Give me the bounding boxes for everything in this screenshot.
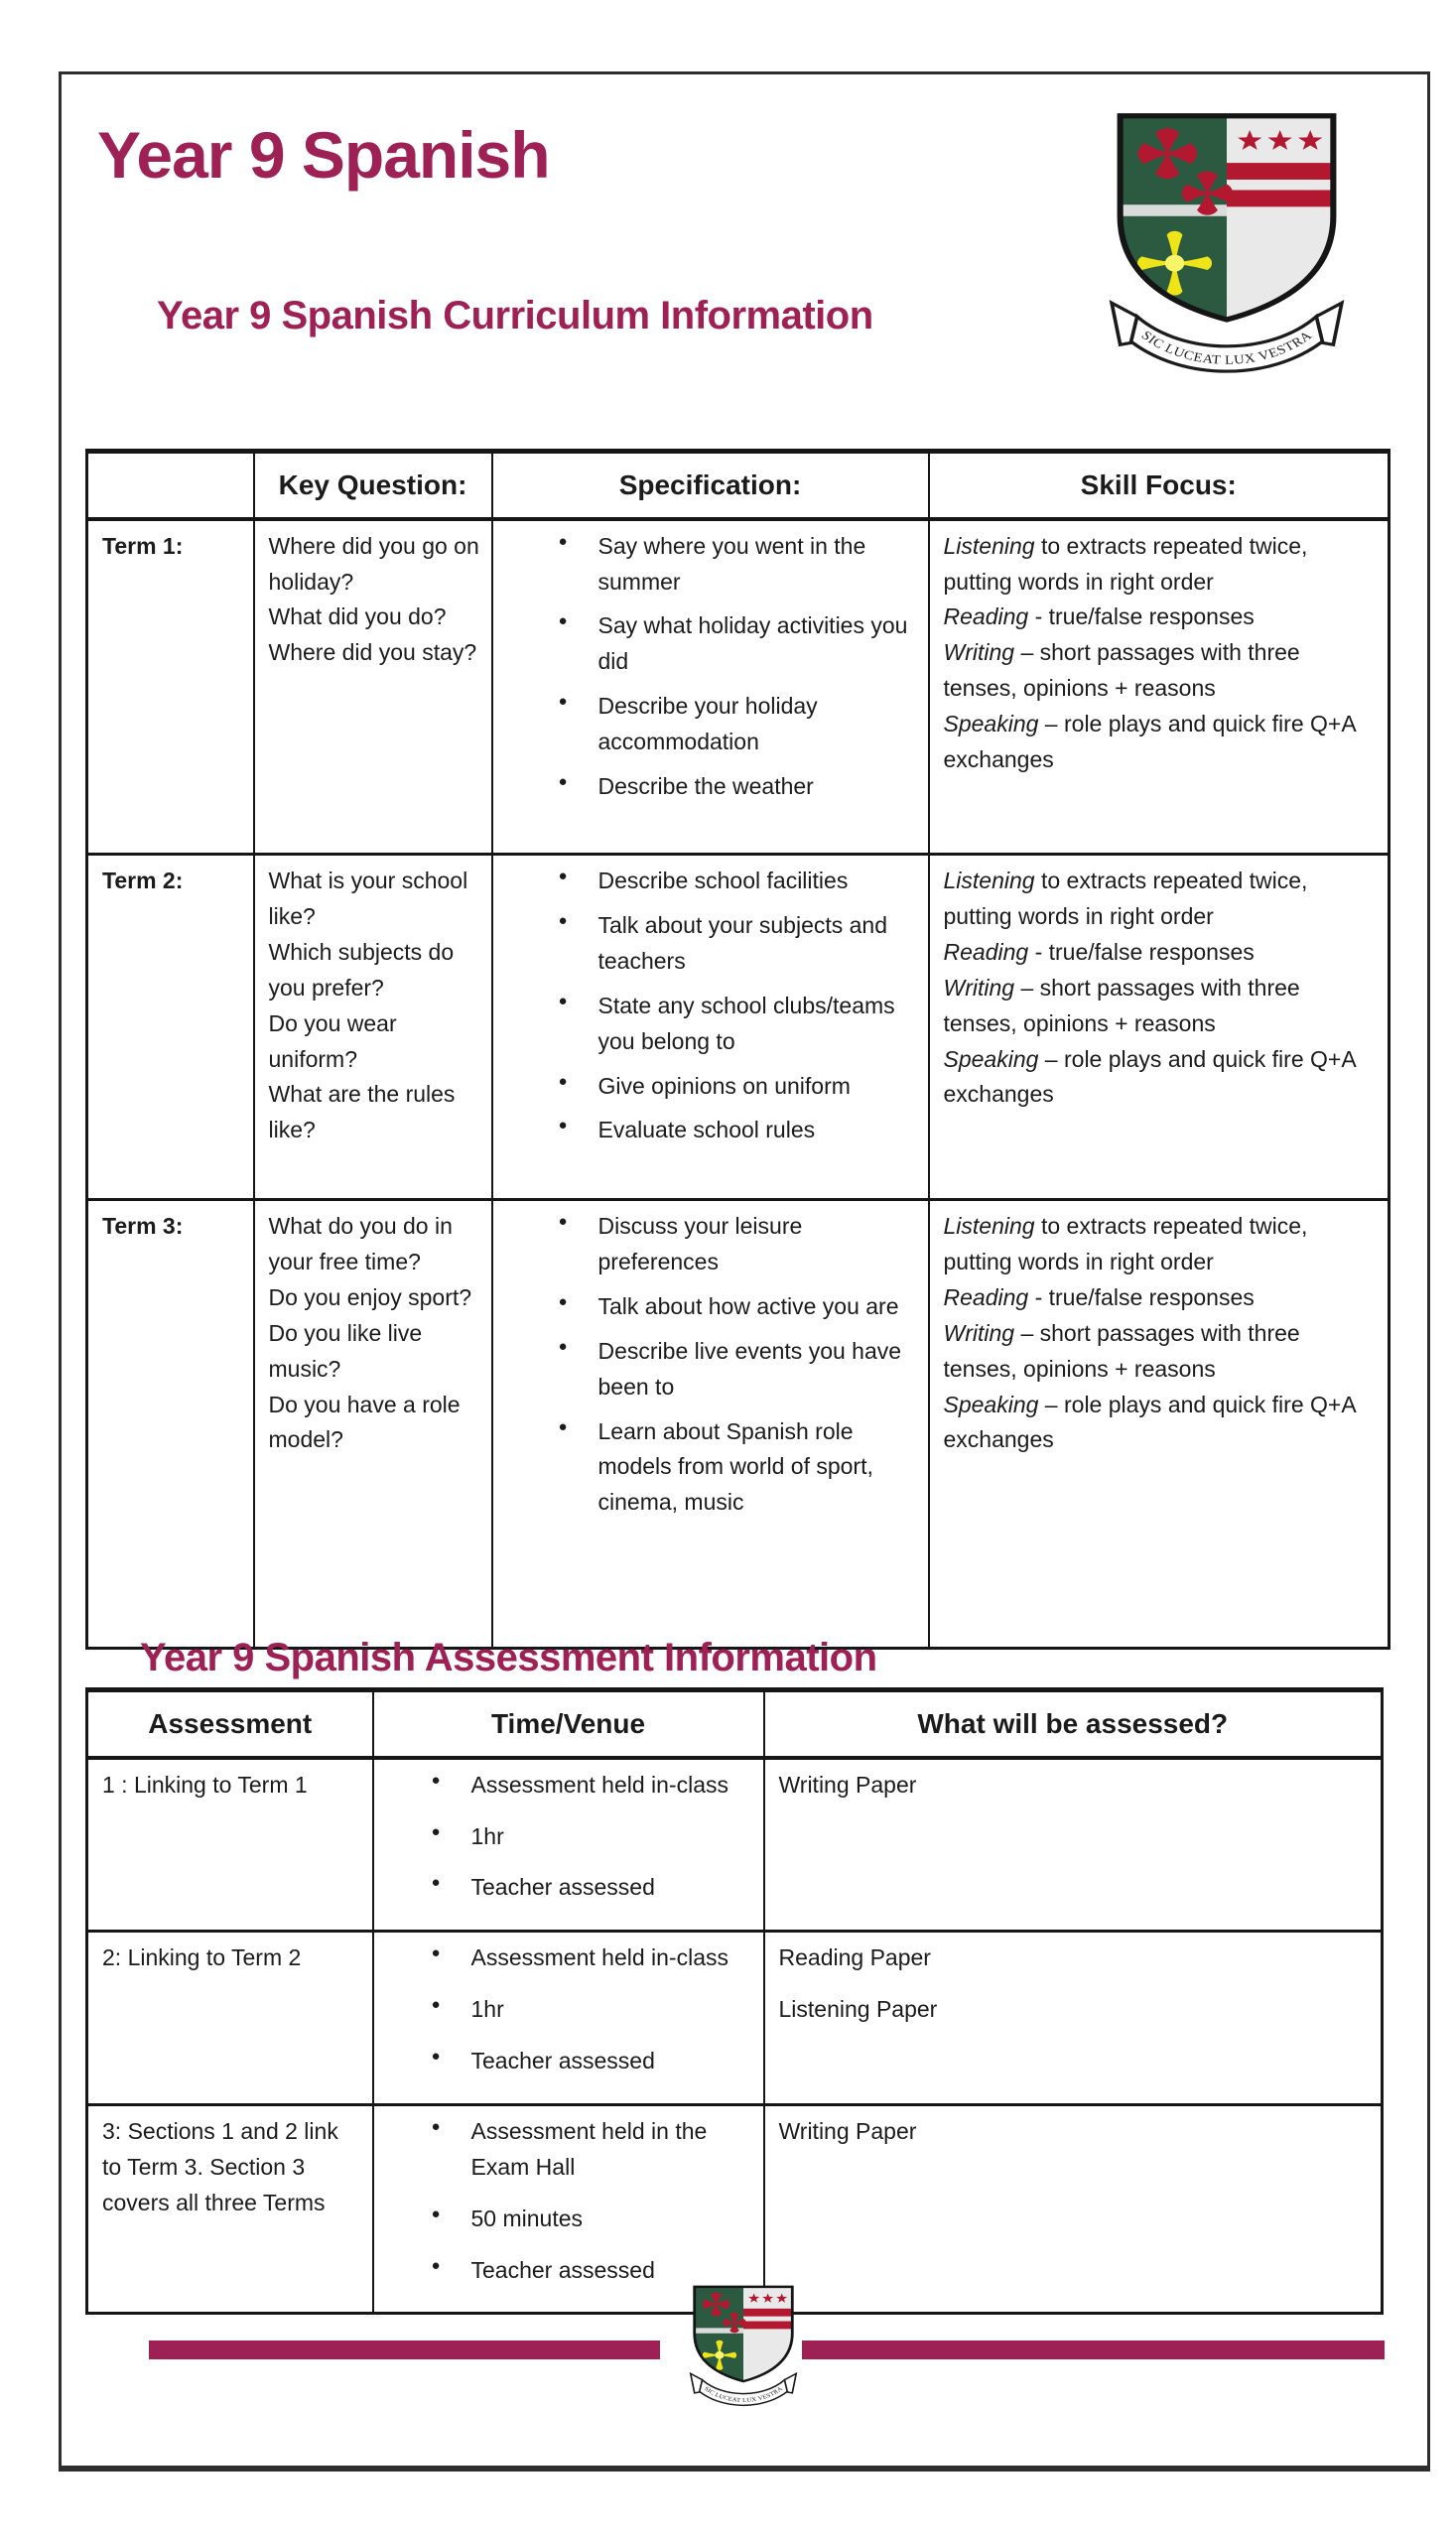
skill-focus-cell (929, 1200, 1390, 1649)
footer-accent-bar-right (802, 2340, 1385, 2359)
spec-item: ● Talk about how active you are (559, 1289, 918, 1325)
spec-item: ● Talk about your subjects and teachers (559, 908, 918, 980)
key-question: What did you do? (268, 603, 447, 630)
spec-item: ● Evaluate school rules (559, 1113, 918, 1148)
spec-item: ● Describe live events you have been to (559, 1334, 918, 1405)
assessed-paper: Listening Paper (778, 1996, 938, 2023)
skill-line: Speaking – role plays and quick fire Q+A exchanges (943, 711, 1356, 772)
spec-item: ● Describe your holiday accommodation (559, 689, 918, 760)
time-venue-item: ● Assessment held in-class (432, 1940, 753, 1976)
curriculum-header-row (87, 452, 1390, 519)
assessment-header-assessment: Assessment (87, 1690, 373, 1758)
footer-accent-bar-left (149, 2340, 660, 2359)
curriculum-table (85, 449, 1390, 1650)
specification-list (507, 529, 918, 805)
skill-focus-cell (929, 855, 1390, 1200)
spec-item: ● Describe the weather (559, 769, 918, 805)
specification-list (507, 1209, 918, 1521)
key-question: Where did you go on holiday? (268, 532, 479, 595)
skill-line: Reading - true/false responses (943, 1283, 1255, 1310)
skill-focus-cell (929, 519, 1390, 855)
curriculum-header-blank (87, 452, 254, 519)
specification-cell (492, 855, 929, 1200)
term-label: Term 1: (87, 519, 254, 855)
key-question-cell (254, 855, 492, 1200)
curriculum-header-key-question: Key Question: (254, 452, 492, 519)
spec-item: ● Say where you went in the summer (559, 529, 918, 601)
key-question: What are the rules like? (268, 1081, 456, 1143)
time-venue-cell (373, 1758, 764, 1932)
skill-line: Reading - true/false responses (943, 603, 1255, 630)
key-question: Do you enjoy sport? (268, 1283, 472, 1310)
skill-line: Speaking – role plays and quick fire Q+A exchanges (943, 1391, 1356, 1453)
spec-item: ● State any school clubs/teams you belong to (559, 989, 918, 1060)
key-question-cell (254, 1200, 492, 1649)
time-venue-item: ● 1hr (432, 1819, 753, 1855)
time-venue-item: ● Teacher assessed (432, 2253, 753, 2289)
curriculum-header-skill-focus: Skill Focus: (929, 452, 1390, 519)
assessment-heading: Year 9 Spanish Assessment Information (140, 1636, 877, 1679)
time-venue-item: ● 50 minutes (432, 2202, 753, 2237)
spec-item: ● Say what holiday activities you did (559, 608, 918, 680)
assessment-header-row (87, 1690, 1383, 1758)
page-title: Year 9 Spanish (97, 118, 550, 192)
assessed-paper: Reading Paper (778, 1944, 931, 1971)
assessment-label: 3: Sections 1 and 2 link to Term 3. Section 3 covers all three Terms (87, 2104, 373, 2314)
key-question: Which subjects do you prefer? (268, 938, 455, 1001)
assessment-header-time-venue: Time/Venue (373, 1690, 764, 1758)
assessment-label: 1 : Linking to Term 1 (87, 1758, 373, 1932)
key-question: Do you have a role model? (268, 1391, 461, 1453)
assessed-cell (764, 2104, 1383, 2314)
time-venue-item: ● Teacher assessed (432, 2044, 753, 2079)
time-venue-item: ● Teacher assessed (432, 1870, 753, 1906)
spec-item: ● Learn about Spanish role models from world of sport, cinema, music (559, 1414, 918, 1522)
spec-item: ● Describe school facilities (559, 864, 918, 899)
table-row-assessment1 (87, 1758, 1383, 1932)
specification-cell (492, 519, 929, 855)
key-question: What is your school like? (268, 868, 468, 930)
assessed-cell (764, 1932, 1383, 2105)
skill-line: Writing – short passages with three tenses, opinions + reasons (943, 1319, 1300, 1382)
assessed-paper: Writing Paper (778, 2117, 917, 2144)
key-question: Do you wear uniform? (268, 1009, 397, 1072)
specification-list (507, 864, 918, 1148)
table-row-term3 (87, 1200, 1390, 1649)
time-venue-list (388, 2114, 753, 2289)
time-venue-list (388, 1768, 753, 1907)
skill-line: Listening to extracts repeated twice, putting words in right order (943, 532, 1308, 595)
spec-item: ● Give opinions on uniform (559, 1069, 918, 1105)
skill-line: Reading - true/false responses (943, 938, 1255, 965)
skill-line: Speaking – role plays and quick fire Q+A exchanges (943, 1045, 1356, 1108)
curriculum-header-specification: Specification: (492, 452, 929, 519)
skill-line: Writing – short passages with three tenses, opinions + reasons (943, 974, 1300, 1036)
skill-line: Listening to extracts repeated twice, putting words in right order (943, 868, 1308, 930)
assessment-label: 2: Linking to Term 2 (87, 1932, 373, 2105)
specification-cell (492, 1200, 929, 1649)
key-question: Where did you stay? (268, 639, 477, 666)
table-row-term2 (87, 855, 1390, 1200)
time-venue-item: ● 1hr (432, 1992, 753, 2028)
assessed-paper: Writing Paper (778, 1771, 917, 1798)
skill-line: Listening to extracts repeated twice, putting words in right order (943, 1213, 1308, 1275)
skill-line: Writing – short passages with three tenses, opinions + reasons (943, 639, 1300, 702)
key-question-cell (254, 519, 492, 855)
spec-item: ● Discuss your leisure preferences (559, 1209, 918, 1280)
time-venue-item: ● Assessment held in-class (432, 1768, 753, 1804)
curriculum-heading: Year 9 Spanish Curriculum Information (157, 294, 873, 337)
key-question: Do you like live music? (268, 1319, 423, 1382)
assessment-table (85, 1687, 1384, 2315)
table-row-term1 (87, 519, 1390, 855)
time-venue-item: ● Assessment held in the Exam Hall (432, 2114, 753, 2186)
school-crest-logo (1106, 101, 1348, 379)
assessed-cell (764, 1758, 1383, 1932)
table-row-assessment2 (87, 1932, 1383, 2105)
term-label: Term 3: (87, 1200, 254, 1649)
term-label: Term 2: (87, 855, 254, 1200)
footer-school-crest-logo (688, 2280, 799, 2409)
key-question: What do you do in your free time? (268, 1213, 453, 1275)
time-venue-cell (373, 1932, 764, 2105)
time-venue-list (388, 1940, 753, 2079)
assessment-header-assessed: What will be assessed? (764, 1690, 1383, 1758)
